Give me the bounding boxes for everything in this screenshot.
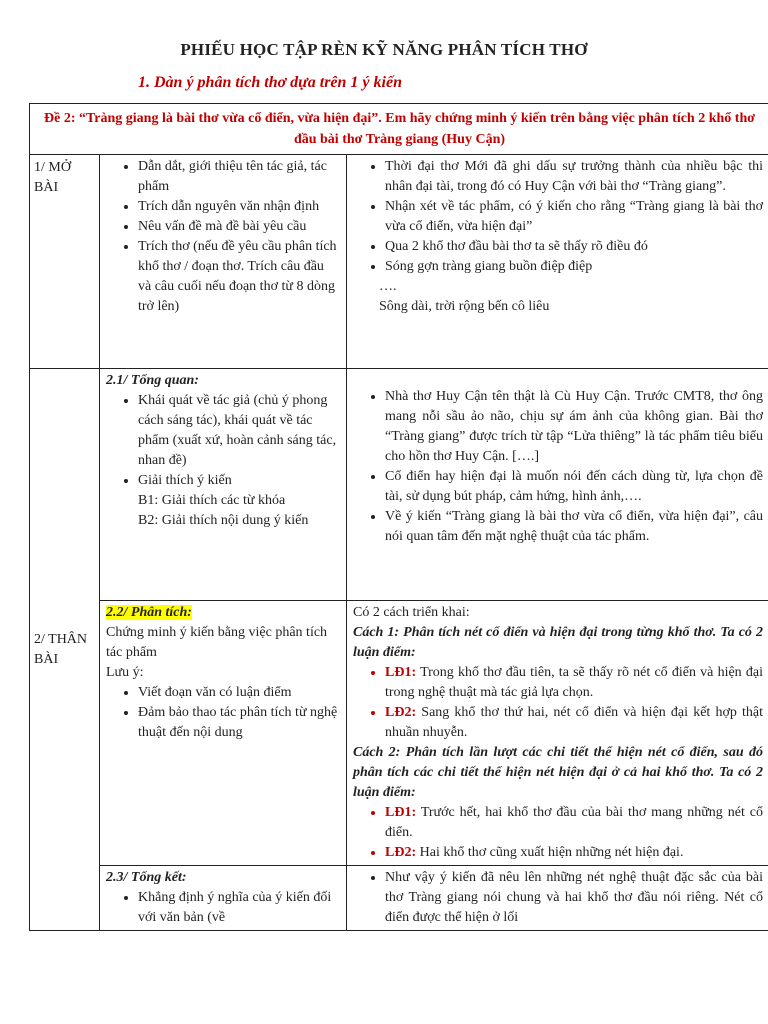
tong-ket-row bbox=[30, 866, 768, 931]
tong-ket-guide-list bbox=[106, 888, 340, 928]
tong-quan-heading: 2.1/ Tổng quan: bbox=[106, 373, 199, 388]
list-item: • Dẫn dắt, giới thiệu tên tác giả, tác phẩm bbox=[138, 157, 340, 197]
worksheet-title: PHIẾU HỌC TẬP RÈN KỸ NĂNG PHÂN TÍCH THƠ bbox=[180, 40, 588, 59]
cach-2-points bbox=[353, 803, 763, 863]
list-item: • Thời đại thơ Mới đã ghi dấu sự trưởng thành của nhiều bậc thi nhân đại tài, trong đó có Huy Cận với bài thơ “Tràng giang”. bbox=[385, 157, 763, 197]
list-item bbox=[138, 471, 340, 531]
list-item: • Khái quát về tác giả (chủ ý phong cách sáng tác), khái quát về tác phẩm (xuất xứ, hoàn cảnh sáng tác, nhan đề) bbox=[138, 391, 340, 471]
point-label: LĐ1: bbox=[385, 665, 417, 680]
tong-quan-row bbox=[30, 369, 768, 601]
list-item: • Như vậy ý kiến đã nêu lên những nét nghệ thuật đặc sắc của bài thơ Tràng giang nói chung và hai khổ thơ đầu nói riêng. Nét cổ điển được thể hiện ở lối bbox=[385, 868, 763, 928]
list-item: • Đảm bảo thao tác phân tích từ nghệ thuật đến nội dung bbox=[138, 703, 340, 743]
cach-1-heading: Cách 1: Phân tích nét cổ điển và hiện đại trong từng khổ thơ. Ta có 2 luận điểm: bbox=[353, 625, 763, 660]
cach-2-heading: Cách 2: Phân tích lần lượt các chi tiết thể hiện nét cổ điển, sau đó phân tích các chi tiết thể hiện nét hiện đại ở cả hai khổ thơ. Ta có 2 luận điểm: bbox=[353, 745, 763, 800]
list-item: • Nêu vấn đề mà đề bài yêu cầu bbox=[138, 217, 340, 237]
list-item bbox=[385, 843, 763, 863]
phan-tich-guide-list bbox=[106, 683, 340, 743]
phan-tich-example-cell bbox=[347, 601, 768, 866]
guide-text: Giải thích ý kiến bbox=[138, 473, 232, 488]
point-text: Sang khổ thơ thứ hai, nét cổ điển và hiện đại kết hợp thật nhuần nhuyễn. bbox=[385, 705, 763, 740]
point-text: Hai khổ thơ cũng xuất hiện những nét hiện đại. bbox=[419, 845, 684, 860]
list-item bbox=[385, 663, 763, 703]
list-item: • Khẳng định ý nghĩa của ý kiến đối với văn bản (về bbox=[138, 888, 340, 928]
tong-quan-example-list bbox=[353, 387, 763, 547]
poem-last-line: Sông dài, trời rộng bến cô liêu bbox=[379, 299, 550, 314]
than-bai-label: 2/ THÂN BÀI bbox=[30, 369, 100, 931]
list-item: • Sóng gợn tràng giang buồn điệp điệp bbox=[385, 257, 763, 277]
list-item: • Viết đoạn văn có luận điểm bbox=[138, 683, 340, 703]
mo-bai-label: 1/ MỞ BÀI bbox=[30, 155, 100, 369]
list-item bbox=[385, 703, 763, 743]
topic-row bbox=[30, 104, 768, 155]
tong-ket-example-list bbox=[353, 868, 763, 928]
tong-ket-example-cell bbox=[347, 866, 768, 931]
phan-tich-heading-text: 2.2/ Phân tích: bbox=[106, 605, 192, 620]
mo-bai-row bbox=[30, 155, 768, 369]
list-item bbox=[385, 803, 763, 843]
section-subtitle: 1. Dàn ý phân tích thơ dựa trên 1 ý kiến bbox=[138, 74, 402, 91]
list-item: • Qua 2 khổ thơ đầu bài thơ ta sẽ thấy rõ điều đó bbox=[385, 237, 763, 257]
list-item: • Trích thơ (nếu đề yêu cầu phân tích khổ thơ / đoạn thơ. Trích câu đầu và câu cuối nếu đoạn thơ từ 8 dòng trở lên) bbox=[138, 237, 340, 317]
point-label: LĐ2: bbox=[385, 705, 417, 720]
list-item: • Nhà thơ Huy Cận tên thật là Cù Huy Cận. Trước CMT8, thơ ông mang nỗi sầu ảo não, chịu sự ám ảnh của không gian. Bài thơ “Tràng giang” được trích từ tập “Lửa thiêng” là tác phẩm tiêu biểu cho hồn thơ Huy Cận. [….] bbox=[385, 387, 763, 467]
guide-step-b1: B1: Giải thích các từ khóa bbox=[138, 493, 286, 508]
poem-ellipsis: …. bbox=[379, 279, 397, 294]
phan-tich-intro: Có 2 cách triển khai: bbox=[353, 605, 470, 620]
list-item: • Trích dẫn nguyên văn nhận định bbox=[138, 197, 340, 217]
phan-tich-guide-cell bbox=[100, 601, 347, 866]
point-text: Trong khổ thơ đầu tiên, ta sẽ thấy rõ nét cổ điển và hiện đại trong nghệ thuật mà tác giả lựa chọn. bbox=[385, 665, 763, 700]
point-text: Trước hết, hai khổ thơ đầu của bài thơ mang những nét cổ điển. bbox=[385, 805, 763, 840]
list-item: • Cổ điển hay hiện đại là muốn nói đến cách dùng từ, lựa chọn đề tài, sử dụng bút pháp, cảm hứng, hình ảnh,…. bbox=[385, 467, 763, 507]
list-item: • Về ý kiến “Tràng giang là bài thơ vừa cổ điển, vừa hiện đại”, câu nói quan tâm đến mặt nghệ thuật của tác phẩm. bbox=[385, 507, 763, 547]
tong-ket-heading: 2.3/ Tổng kết: bbox=[106, 870, 187, 885]
tong-quan-guide-list bbox=[106, 391, 340, 531]
mo-bai-guide-cell bbox=[100, 155, 347, 369]
list-item: • Nhận xét về tác phẩm, có ý kiến cho rằng “Tràng giang là bài thơ vừa cổ điển, vừa hiện đại” bbox=[385, 197, 763, 237]
guide-step-b2: B2: Giải thích nội dung ý kiến bbox=[138, 513, 309, 528]
phan-tich-note: Lưu ý: bbox=[106, 665, 144, 680]
tong-quan-example-cell bbox=[347, 369, 768, 601]
tong-quan-guide-cell bbox=[100, 369, 347, 601]
phan-tich-row bbox=[30, 601, 768, 866]
mo-bai-example-cell bbox=[347, 155, 768, 369]
cach-1-points bbox=[353, 663, 763, 743]
tong-ket-guide-cell bbox=[100, 866, 347, 931]
point-label: LĐ1: bbox=[385, 805, 417, 820]
phan-tich-heading bbox=[106, 603, 340, 623]
outline-table bbox=[29, 103, 768, 931]
topic-cell: Đề 2: “Tràng giang là bài thơ vừa cổ điển, vừa hiện đại”. Em hãy chứng minh ý kiến trên bằng việc phân tích 2 khổ thơ đầu bài thơ Tràng giang (Huy Cận) bbox=[30, 104, 768, 155]
phan-tich-line: Chứng minh ý kiến bằng việc phân tích tác phẩm bbox=[106, 625, 328, 660]
point-label: LĐ2: bbox=[385, 845, 417, 860]
mo-bai-example-list bbox=[353, 157, 763, 277]
mo-bai-guide-list bbox=[106, 157, 340, 317]
